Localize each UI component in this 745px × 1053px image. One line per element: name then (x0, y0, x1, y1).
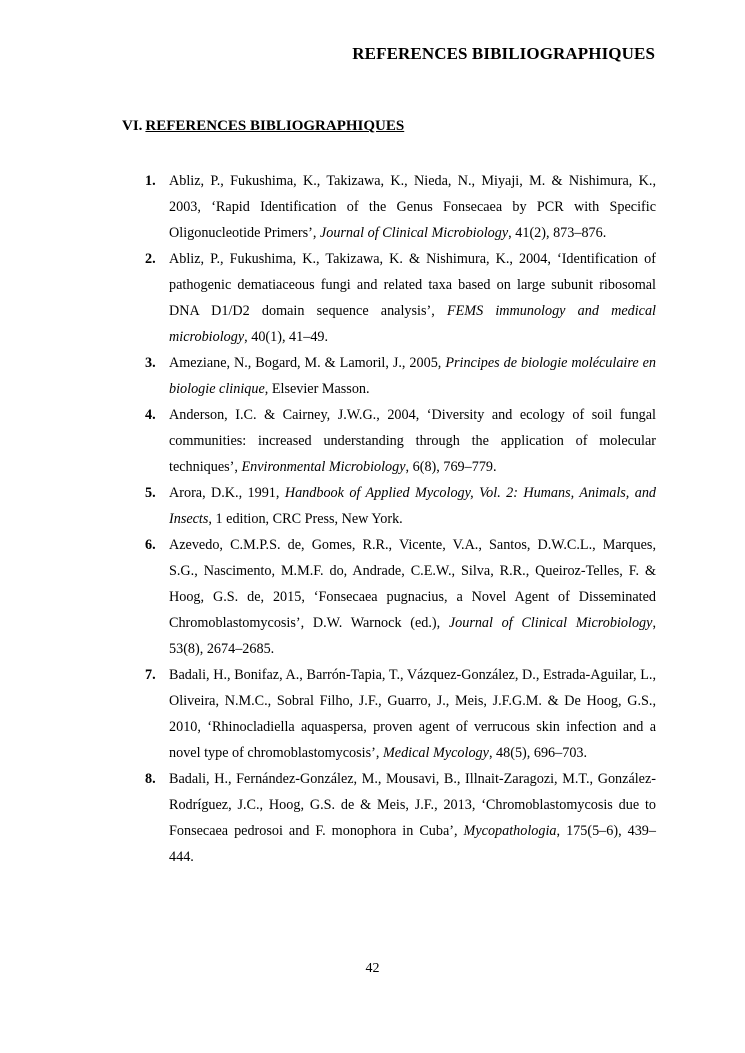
reference-text: , 1 edition, CRC Press, New York. (208, 511, 403, 527)
reference-text: Azevedo, C.M.P.S. de, Gomes, R.R., Vicente, V.A., Santos, D.W.C.L., Marques, S.G., Nascimento, M.M.F. do, Andrade, C.E.W., Silva, R.R., Queiroz-Telles, F. & Hoog, G.S. de, 2015, ‘Fonsecaea pugnacius, a Novel Agent of Disseminated Chromoblastomycosis’, D.W. Warnock (ed.), (169, 537, 656, 631)
reference-source-title: Environmental Microbiology (241, 459, 406, 475)
reference-entry (145, 532, 656, 662)
reference-source-title: Handbook of Applied Mycology, Vol. 2: Humans, Animals, and Insects (169, 485, 657, 527)
reference-text: , 6(8), 769–779. (405, 459, 497, 475)
reference-source-title: Journal of Clinical Microbiology (319, 225, 509, 241)
reference-text: Arora, D.K., 1991, (169, 485, 285, 501)
reference-source-title: Medical Mycology (382, 745, 489, 761)
reference-number: 4. (145, 407, 156, 423)
reference-entry (145, 480, 656, 532)
page-number: 42 (365, 961, 380, 976)
reference-source-title: Mycopathologia (463, 823, 557, 839)
reference-number: 3. (145, 355, 156, 371)
reference-entry (145, 662, 656, 766)
reference-number: 2. (145, 251, 156, 267)
reference-text: , 40(1), 41–49. (244, 329, 329, 345)
running-header-title: REFERENCES BIBILIOGRAPHIQUES (352, 44, 655, 63)
reference-text: , 48(5), 696–703. (488, 745, 588, 761)
reference-entry (145, 402, 656, 480)
reference-number: 8. (145, 771, 156, 787)
reference-entry (145, 246, 656, 350)
reference-source-title: FEMS immunology and medical microbiology (169, 303, 656, 345)
reference-text: Ameziane, N., Bogard, M. & Lamoril, J., 2005, (169, 355, 446, 371)
section-title: REFERENCES BIBLIOGRAPHIQUES (145, 118, 405, 134)
reference-entry (145, 350, 656, 402)
reference-number: 7. (145, 667, 156, 683)
reference-text: , 175(5–6), 439–444. (169, 823, 656, 865)
section-heading (122, 118, 404, 135)
reference-number: 6. (145, 537, 156, 553)
reference-list (145, 168, 656, 870)
reference-text: Abliz, P., Fukushima, K., Takizawa, K., Nieda, N., Miyaji, M. & Nishimura, K., 2003, ‘Rapid Identification of the Genus Fonsecaea by PCR with Specific Oligonucleotide Primers’, (169, 173, 656, 241)
reference-text: Abliz, P., Fukushima, K., Takizawa, K. & Nishimura, K., 2004, ‘Identification of pathogenic dematiaceous fungi and related taxa based on large subunit ribosomal DNA D1/D2 domain sequence analysis’, (169, 251, 656, 319)
reference-text: Anderson, I.C. & Cairney, J.W.G., 2004, ‘Diversity and ecology of soil fungal communities: increased understanding through the application of molecular techniques’, (169, 407, 656, 475)
reference-number: 5. (145, 485, 156, 501)
reference-entry (145, 766, 656, 870)
reference-source-title: Journal of Clinical Microbiology (448, 615, 653, 631)
reference-text: Badali, H., Fernández-González, M., Mousavi, B., Illnait-Zaragozi, M.T., González-Rodríguez, J.C., Hoog, G.S. de & Meis, J.F., 2013, ‘Chromoblastomycosis due to Fonsecaea pedrosoi and F. monophora in Cuba’, (169, 771, 656, 839)
reference-text: , 41(2), 873–876. (508, 225, 607, 241)
reference-text: , Elsevier Masson. (264, 381, 370, 397)
reference-source-title: Principes de biologie moléculaire en biologie clinique (169, 355, 657, 397)
reference-text: Badali, H., Bonifaz, A., Barrón-Tapia, T., Vázquez-González, D., Estrada-Aguilar, L., Oliveira, N.M.C., Sobral Filho, J.F., Guarro, J., Meis, J.F.G.M. & De Hoog, G.S., 2010, ‘Rhinocladiella aquaspersa, proven agent of verrucous skin infection and a novel type of chromoblastomycosis’, (169, 667, 656, 761)
reference-number: 1. (145, 173, 156, 189)
reference-text: , 53(8), 2674–2685. (169, 615, 656, 657)
section-number: VI. (122, 118, 143, 134)
reference-entry (145, 168, 656, 246)
